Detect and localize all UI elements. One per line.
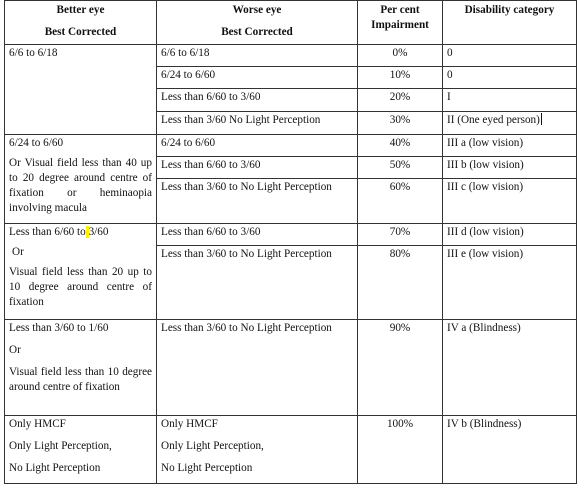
percent-cell: 20% bbox=[358, 89, 443, 112]
header-worse-eye bbox=[157, 1, 358, 45]
category-cell: IV a (Blindness) bbox=[443, 320, 577, 416]
spacer bbox=[9, 336, 152, 343]
category-cell: III b (low vision) bbox=[443, 157, 577, 179]
category-cell bbox=[443, 112, 577, 135]
better-eye-text: Only HMCF bbox=[9, 418, 66, 430]
spacer bbox=[161, 454, 353, 461]
better-eye-text: 6/6 to 6/18 bbox=[9, 47, 58, 59]
worse-eye-cell: 6/24 to 6/60 bbox=[157, 67, 358, 89]
worse-eye-cell: Less than 6/60 to 3/60 bbox=[157, 89, 358, 112]
spacer bbox=[9, 358, 152, 365]
worse-eye-text: Only HMCF bbox=[161, 418, 218, 430]
better-eye-text: No Light Perception bbox=[9, 462, 101, 474]
worse-eye-cell: Less than 6/60 to 3/60 bbox=[157, 157, 358, 179]
table-row bbox=[5, 45, 577, 67]
spacer bbox=[9, 432, 152, 439]
category-text: II (One eyed person) bbox=[447, 114, 540, 126]
header-disability-category bbox=[443, 1, 577, 45]
percent-cell: 80% bbox=[358, 246, 443, 320]
header-better-eye-title: Better eye bbox=[56, 4, 105, 16]
category-cell: III c (low vision) bbox=[443, 179, 577, 224]
percent-cell: 10% bbox=[358, 67, 443, 89]
worse-eye-text: Only Light Perception, bbox=[161, 440, 264, 452]
header-worse-eye-title: Worse eye bbox=[232, 4, 282, 16]
header-worse-eye-subtitle: Best Corrected bbox=[221, 26, 293, 38]
category-cell: 0 bbox=[443, 67, 577, 89]
percent-cell: 70% bbox=[358, 224, 443, 246]
header-better-eye-subtitle: Best Corrected bbox=[44, 26, 117, 38]
visual-impairment-table bbox=[4, 0, 577, 484]
table-row bbox=[5, 224, 577, 246]
category-cell: IV b (Blindness) bbox=[443, 416, 577, 484]
spacer bbox=[9, 454, 152, 461]
category-cell: I bbox=[443, 89, 577, 112]
category-cell: III e (low vision) bbox=[443, 246, 577, 320]
better-eye-text: Or bbox=[9, 344, 21, 356]
better-eye-text: Less than 3/60 to 1/60 bbox=[9, 322, 109, 334]
better-eye-text-part: Less than 6/60 to bbox=[9, 226, 86, 238]
better-eye-cell bbox=[5, 320, 157, 416]
worse-eye-cell: 6/6 to 6/18 bbox=[157, 45, 358, 67]
better-eye-text: 6/24 to 6/60 bbox=[9, 137, 64, 149]
table-row bbox=[5, 320, 577, 416]
worse-eye-cell: Less than 3/60 No Light Perception bbox=[157, 112, 358, 135]
percent-cell: 40% bbox=[358, 135, 443, 157]
better-eye-text: Only Light Perception, bbox=[9, 440, 112, 452]
better-eye-cell bbox=[5, 416, 157, 484]
worse-eye-cell bbox=[157, 416, 358, 484]
category-cell: III a (low vision) bbox=[443, 135, 577, 157]
header-percent-line2: Impairment bbox=[371, 19, 429, 31]
spacer bbox=[161, 432, 353, 439]
worse-eye-cell: Less than 6/60 to 3/60 bbox=[157, 224, 358, 246]
better-eye-text: Visual field less than 10 degree around centre of fixation bbox=[9, 366, 152, 393]
percent-cell: 30% bbox=[358, 112, 443, 135]
table-row bbox=[5, 416, 577, 484]
text-cursor-icon bbox=[541, 113, 542, 125]
worse-eye-text: No Light Perception bbox=[161, 462, 253, 474]
worse-eye-cell: Less than 3/60 to No Light Perception bbox=[157, 246, 358, 320]
percent-cell: 50% bbox=[358, 157, 443, 179]
worse-eye-cell: 6/24 to 6/60 bbox=[157, 135, 358, 157]
worse-eye-cell: Less than 3/60 to No Light Perception bbox=[157, 320, 358, 416]
percent-cell: 90% bbox=[358, 320, 443, 416]
header-better-eye bbox=[5, 1, 157, 45]
category-cell: III d (low vision) bbox=[443, 224, 577, 246]
better-eye-text: Or bbox=[12, 246, 24, 258]
percent-cell: 60% bbox=[358, 179, 443, 224]
header-row bbox=[5, 1, 577, 45]
better-eye-text-part: 3/60 bbox=[88, 226, 109, 238]
header-percent-line1: Per cent bbox=[380, 4, 420, 16]
better-eye-text: Or Visual field less than 40 up to 20 degree around centre of fixation or heminaopia involving macula bbox=[9, 157, 152, 214]
table-row bbox=[5, 135, 577, 157]
header-percent-impairment bbox=[358, 1, 443, 45]
worse-eye-cell: Less than 3/60 to No Light Perception bbox=[157, 179, 358, 224]
percent-cell: 100% bbox=[358, 416, 443, 484]
percent-cell: 0% bbox=[358, 45, 443, 67]
better-eye-text: Visual field less than 20 up to 10 degree around centre of fixation bbox=[9, 266, 152, 308]
better-eye-text bbox=[9, 225, 152, 240]
category-cell: 0 bbox=[443, 45, 577, 67]
better-eye-cell bbox=[5, 135, 157, 224]
header-category-title: Disability category bbox=[464, 4, 555, 16]
better-eye-cell bbox=[5, 45, 157, 135]
better-eye-cell bbox=[5, 224, 157, 320]
